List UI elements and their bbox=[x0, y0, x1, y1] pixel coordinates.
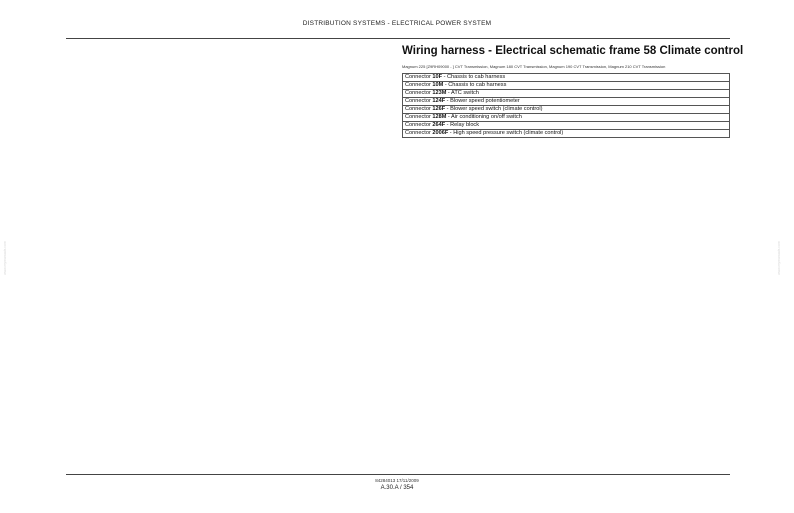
connector-id: 124F bbox=[432, 98, 446, 104]
connector-table-body bbox=[403, 74, 730, 138]
connector-prefix: Connector bbox=[405, 98, 431, 104]
footer-page-number: A.30.A / 354 bbox=[380, 485, 414, 491]
connector-id: 10F bbox=[432, 74, 443, 80]
connector-table bbox=[402, 73, 730, 138]
connector-description: Blower speed potentiometer bbox=[450, 98, 520, 104]
connector-description: Blower speed switch (climate control) bbox=[450, 106, 543, 112]
header-divider bbox=[66, 38, 730, 39]
connector-prefix: Connector bbox=[405, 90, 431, 96]
connector-id: 264F bbox=[432, 122, 446, 128]
connector-description: Chassis to cab harness bbox=[447, 74, 506, 80]
watermark-right: www.mymanuals.com bbox=[776, 241, 781, 275]
watermark-left: www.mymanuals.com bbox=[2, 241, 7, 275]
footer-document-code: 84284013 17/11/2009 bbox=[375, 478, 419, 483]
connector-row bbox=[403, 130, 730, 138]
page-title: Wiring harness - Electrical schematic frame 58 Climate control bbox=[402, 45, 744, 57]
connector-cell bbox=[403, 130, 730, 138]
connector-separator: - bbox=[445, 106, 451, 112]
connector-cell bbox=[403, 106, 730, 114]
footer-divider bbox=[66, 474, 730, 475]
connector-description: ATC switch bbox=[451, 90, 479, 96]
connector-row bbox=[403, 106, 730, 114]
connector-row bbox=[403, 98, 730, 106]
connector-cell bbox=[403, 82, 730, 90]
connector-cell bbox=[403, 122, 730, 130]
connector-id: 126F bbox=[432, 106, 446, 112]
connector-description: Air conditioning on/off switch bbox=[451, 114, 522, 120]
connector-cell bbox=[403, 114, 730, 122]
connector-row bbox=[403, 122, 730, 130]
connector-prefix: Connector bbox=[405, 82, 431, 88]
connector-separator: - bbox=[445, 122, 451, 128]
connector-separator: - bbox=[445, 98, 451, 104]
connector-row bbox=[403, 114, 730, 122]
connector-separator: - bbox=[442, 74, 447, 80]
connector-separator: - bbox=[446, 114, 452, 120]
connector-prefix: Connector bbox=[405, 130, 431, 136]
connector-id: 123M bbox=[432, 90, 447, 96]
connector-id: 128M bbox=[432, 114, 447, 120]
connector-row bbox=[403, 74, 730, 82]
connector-description: High speed pressure switch (climate control) bbox=[453, 130, 564, 136]
connector-id: 2006F bbox=[432, 130, 449, 136]
connector-description: Chassis to cab harness bbox=[448, 82, 507, 88]
connector-separator: - bbox=[446, 90, 452, 96]
section-header: DISTRIBUTION SYSTEMS - ELECTRICAL POWER SYSTEM bbox=[302, 20, 492, 27]
connector-separator: - bbox=[443, 82, 449, 88]
connector-prefix: Connector bbox=[405, 122, 431, 128]
connector-prefix: Connector bbox=[405, 74, 431, 80]
connector-row bbox=[403, 82, 730, 90]
connector-cell bbox=[403, 98, 730, 106]
connector-prefix: Connector bbox=[405, 106, 431, 112]
connector-separator: - bbox=[448, 130, 454, 136]
connector-id: 10M bbox=[432, 82, 444, 88]
applicability-note: Magnum 225 [Z9RH09000 - ] CVT Transmission, Magnum 180 CVT Transmission, Magnum 190 CVT Transmission, Magnum 210 CVT Transmission bbox=[402, 64, 666, 69]
connector-description: Relay block bbox=[450, 122, 480, 128]
connector-cell bbox=[403, 74, 730, 82]
connector-row bbox=[403, 90, 730, 98]
connector-cell bbox=[403, 90, 730, 98]
connector-prefix: Connector bbox=[405, 114, 431, 120]
